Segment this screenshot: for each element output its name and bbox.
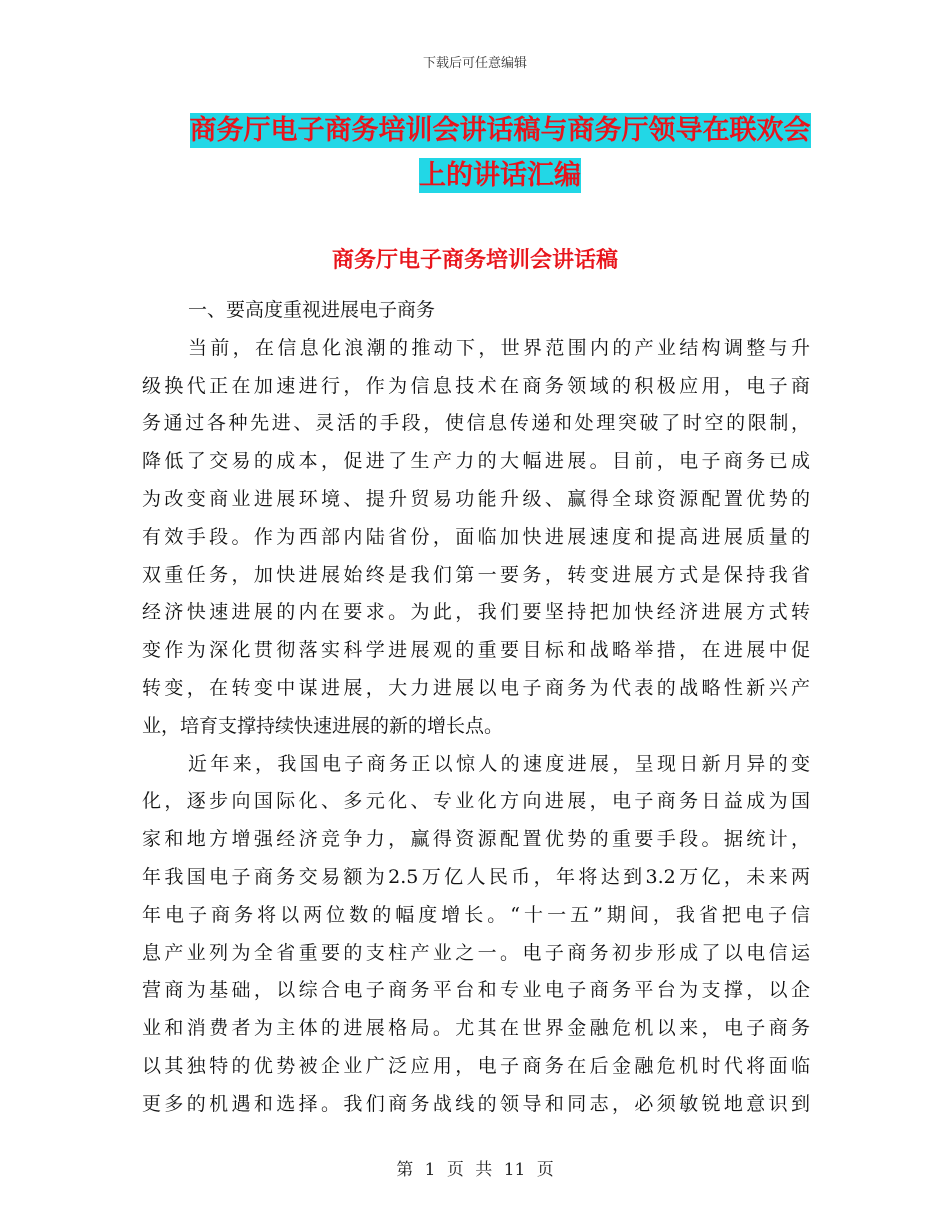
paragraph-line: 业，培育支撑持续快速进展的新的增长点。: [142, 714, 504, 737]
body-text: [142, 292, 810, 1124]
paragraph-line: 双重任务，加快进展始终是我们第一要务，转变进展方式是保持我省: [142, 563, 810, 586]
section-title: 商务厅电子商务培训会讲话稿: [331, 248, 618, 273]
page-footer: 第 1 页 共 11 页: [396, 1160, 554, 1180]
paragraph-line: 变作为深化贯彻落实科学进展观的重要目标和战略举措，在进展中促: [142, 639, 810, 662]
heading-line: 一、要高度重视进展电子商务: [188, 299, 436, 321]
main-title-line-1: 商务厅电子商务培训会讲话稿与商务厅领导在联欢会: [189, 115, 811, 146]
paragraph-line: 务通过各种先进、灵活的手段，使信息传递和处理突破了时空的限制，: [142, 412, 810, 435]
header-note: 下载后可任意编辑: [422, 56, 527, 71]
paragraph-line: 有效手段。作为西部内陆省份，面临加快进展速度和提高进展质量的: [142, 525, 810, 548]
paragraph-line: 息产业列为全省重要的支柱产业之一。电子商务初步形成了以电信运: [142, 941, 810, 964]
paragraph-line: 为改变商业进展环境、提升贸易功能升级、赢得全球资源配置优势的: [142, 487, 810, 510]
paragraph-line: 年电子商务将以两位数的幅度增长。“十一五”期间，我省把电子信: [142, 903, 810, 926]
paragraph-line: 更多的机遇和选择。我们商务战线的领导和同志，必须敏锐地意识到: [142, 1092, 810, 1115]
paragraph-line: 近年来，我国电子商务正以惊人的速度进展，呈现日新月异的变: [188, 752, 810, 775]
paragraph-line: 级换代正在加速进行，作为信息技术在商务领域的积极应用，电子商: [142, 374, 810, 397]
main-title: [150, 108, 850, 198]
paragraph-line: 降低了交易的成本，促进了生产力的大幅进展。目前，电子商务已成: [142, 450, 810, 473]
paragraph-line: 当前，在信息化浪潮的推动下，世界范围内的产业结构调整与升: [188, 336, 810, 359]
paragraph-line: 以其独特的优势被企业广泛应用，电子商务在后金融危机时代将面临: [142, 1054, 810, 1077]
paragraph-line: 营商为基础，以综合电子商务平台和专业电子商务平台为支撑，以企: [142, 979, 810, 1002]
paragraph-line: 经济快速进展的内在要求。为此，我们要坚持把加快经济进展方式转: [142, 601, 810, 624]
paragraph-line: 业和消费者为主体的进展格局。尤其在世界金融危机以来，电子商务: [142, 1017, 810, 1040]
paragraph-line: 化，逐步向国际化、多元化、专业化方向进展，电子商务日益成为国: [142, 790, 810, 813]
paragraph-line: 转变，在转变中谋进展，大力进展以电子商务为代表的战略性新兴产: [142, 676, 810, 699]
main-title-line-2: 上的讲话汇编: [419, 160, 581, 191]
paragraph-line: 家和地方增强经济竞争力，赢得资源配置优势的重要手段。据统计，: [142, 828, 810, 851]
paragraph-line: 年我国电子商务交易额为2.5万亿人民币，年将达到3.2万亿，未来两: [142, 865, 810, 888]
